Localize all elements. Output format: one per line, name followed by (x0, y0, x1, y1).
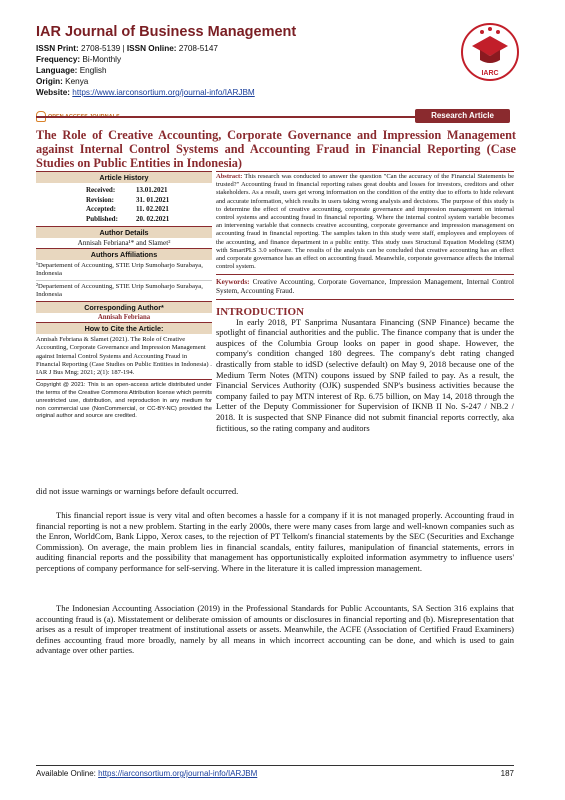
affiliation-1: ¹Departement of Accounting, STIE Urip Sumoharjo Surabaya, Indonesia (36, 262, 203, 277)
page-number: 187 (500, 769, 514, 778)
intro-paragraph-1: In early 2018, PT Sanprima Nusantara Financing (SNP Finance) became the spotlight of financial authorities and the public. The finance company that is under the auspices of the Columbia Group looks on paper in good shape. However, the company's condition changed 180 degrees. The company's debt rating changed drastically from stable to idSD (selective default) on May 9, 2018 because one of the Medium Term Notes (MTN) coupons issued by SNP failed to pay. As a result, the Financial Services Authority (OJK) suspended SNP's business activities because the company failed to pay MTN interest of Rp. 6.75 billion, on May 14, 2018 through the Letter of the Deputy Commissioner for Supervision of IKNB II No. S-247 / NB.2 / 2018. It is suspected that SNP Finance did not submit financial reports correctly, aka fictitious, so the rating company and auditors (216, 316, 514, 433)
abstract-divider (216, 274, 514, 275)
author-heading: Author Details (36, 226, 212, 238)
affiliations-heading: Authors Affiliations (36, 248, 212, 260)
page-footer: Available Online: https://iarconsortium.org/journal-info/IARJBM 187 (36, 765, 514, 778)
journal-title: IAR Journal of Business Management (36, 24, 297, 40)
abstract-column (216, 171, 514, 433)
article-sidebar (36, 171, 212, 423)
keywords-divider (216, 299, 514, 300)
iarc-logo-icon (458, 20, 522, 84)
keywords-text: Creative Accounting, Corporate Governance, Impression Management, Internal Control System, Accounting Fraud. (216, 278, 514, 296)
frequency-line: Frequency: Bi-Monthly (36, 55, 122, 64)
footer-link[interactable]: https://iarconsortium.org/journal-info/IARJBM (98, 769, 258, 778)
header-rule (36, 116, 446, 118)
abstract-label: Abstract: (216, 173, 243, 180)
copyright-notice: Copyright @ 2021: This is an open-access article distributed under the terms of the Creative Commons Attribution license which permits unrestricted use, distribution, and reproduction in any medium for non commercial use (NonCommercial, or CC-BY-NC) provided the original author and source are credited. (36, 379, 212, 423)
language-line: Language: English (36, 66, 107, 75)
intro-paragraph-1-continued: did not issue warnings or warnings before default occurred. (36, 486, 239, 496)
intro-paragraph-2: This financial report issue is very vital and often becomes a hassle for a company if it is not managed properly. Accounting fraud in financial reporting is not a new problem. Starting in the early 2000s, there were many cases from large and well-known companies such as the Enron, WorldCom, Bank Lippo, Xerox cases, to the rejection of PT Telkom's financial statements by the SEC (Securities and Exchange Commission). On average, the main problem lies in financial scandals, entity failures, manipulation of financial statements, errors in auditing financial reports and the possibility that management has opportunistically exploited information asymmetry to influence users' perceptions of company performance for self-serving. Where in the literature it is called impression management. (36, 510, 514, 573)
citation-text: Annisah Febriana & Slamet (2021). The Role of Creative Accounting, Corporate Governance and Impression Management against Internal Control Systems and Accounting Fraud in Financial Reporting (Case Studies on Public Entities in Indonesia) . IAR J Bus Mng; 2021; 2(1): 187-194. (36, 336, 212, 377)
abstract-text: This research was conducted to answer the question "Can the accuracy of the Financial Statements be trusted?" Accounting fraud in financial reporting raises great doubts and losses for investors, creditors and other stakeholders. As a result, users get wrong information on the condition of the entity due to efforts to hide relevant and accurate information, which results in users taking wrong analysis and decisions. The purpose of this study is to determine the effect of creative accounting, corporate governance and impression management on internal control systems and accounting fraud in financial reporting. Where the internal control system variable becomes an intervening variable that connects creative accounting, corporate governance and impression management on accounting fraud in financial reporting. The samples taken in this study were staff, employees and employees of the accounting, and finance department in a public entity. This study uses Structural Equation Modeling (SEM) with SmartPLS 3.0 software. The results of the analysis can be concluded that creative accounting has an effect and corporate governance has an effect on accounting fraud. Meanwhile, corporate governance affects the internal control system. (216, 173, 515, 271)
history-heading: Article History (36, 171, 212, 183)
issn-line: ISSN Print: 2708-5139 | ISSN Online: 2708-5147 (36, 44, 218, 53)
author-names: Annisah Febriana¹* and Slamet² (77, 239, 171, 247)
research-article-badge: Research Article (415, 109, 510, 123)
history-dates: Received: 13.01.2021 Revision: 31. 01.2021 Accepted: 11. 02.2021 Published: 20. 02.2021 (86, 186, 170, 223)
article-title: The Role of Creative Accounting, Corporate Governance and Impression Management against Internal Control Systems and Accounting Fraud in Financial Reporting (Case Studies on Public Entities in Indonesia) (36, 128, 516, 170)
website-line: Website: https://www.iarconsortium.org/journal-info/IARJBM (36, 88, 255, 97)
website-link[interactable]: https://www.iarconsortium.org/journal-info/IARJBM (72, 88, 255, 97)
keywords (216, 278, 514, 296)
keywords-label: Keywords: (216, 278, 250, 287)
cite-heading: How to Cite the Article: (36, 322, 212, 334)
introduction-heading: INTRODUCTION (216, 306, 305, 319)
intro-paragraph-3: The Indonesian Accounting Association (2019) in the Professional Standards for Public Accountants, SA Section 316 explains that accounting fraud is (a). Misstatement or deliberate omission of amounts or disclosures in financial reporting and (b). Misrepresentation that arises as a result of improper treatment of institutional assets or assets. Meanwhile, the ACFE (Association of Certified Fraud Examiners) defines accounting fraud more broadly, namely by all means in which incorrect accounting can be done, and which is used to gain advantage over other parties. (36, 603, 514, 656)
origin-line: Origin: Kenya (36, 77, 89, 86)
abstract (216, 171, 514, 271)
corresponding-name: Annisah Febriana (97, 314, 151, 321)
affiliation-2: ²Departement of Accounting, STIE Urip Sumoharjo Surabaya, Indonesia (36, 280, 212, 301)
corresponding-heading: Corresponding Author* (36, 301, 212, 313)
logo-text: IARC (481, 70, 499, 77)
